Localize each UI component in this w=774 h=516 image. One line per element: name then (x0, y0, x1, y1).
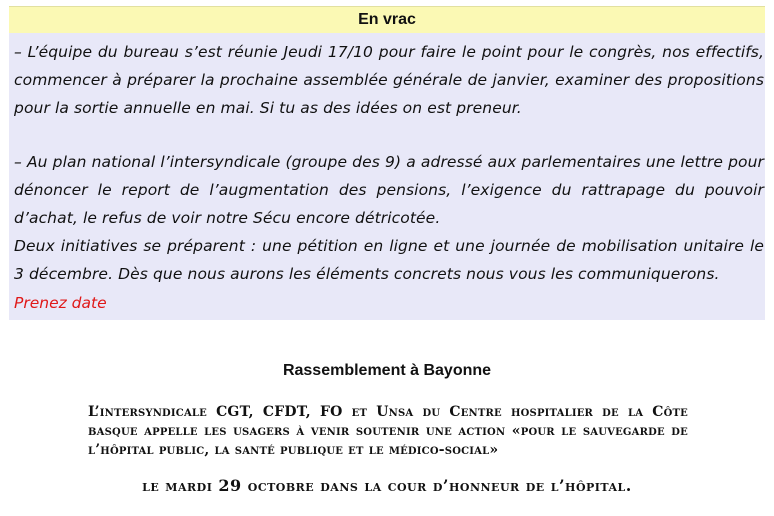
section-heading: En vrac (358, 11, 416, 28)
news-paragraph-initiatives: Deux initiatives se préparent : une pétition en ligne et une journée de mobilisation unitaire le 3 décembre. Dès que nous aurons les éléments concrets nous vous les communiquerons. (14, 237, 764, 283)
rassemblement-body: L’intersyndicale CGT, CFDT, FO et Unsa du Centre hospitalier de la Côte basque appelle les usagers à venir soutenir une action «pour le sauvegarde de l’hôpital public, la santé publique et le médico-social» (88, 404, 688, 458)
news-paragraph-meeting: – L’équipe du bureau s’est réunie Jeudi 17/10 pour faire le point pour le congrès, nos effectifs, commencer à préparer la prochaine assemblée générale de janvier, examiner des propositions pour la sortie annuelle en mai. Si tu as des idées on est preneur. (14, 43, 764, 117)
rassemblement-title: Rassemblement à Bayonne (282, 362, 492, 379)
news-paragraph-intersyndicale: – Au plan national l’intersyndicale (groupe des 9) a adressé aux parlementaires une lettre pour dénoncer le report de l’augmentation des pensions, l’exigence du rattrapage du pouvoir d’achat, le refus de voir notre Sécu encore détricotée. (14, 153, 764, 227)
section-heading-banner (9, 6, 765, 33)
rassemblement-date: le mardi 29 octobre dans la cour d’honneur de l’hôpital. (142, 476, 632, 495)
save-the-date-callout: Prenez date (14, 294, 107, 312)
